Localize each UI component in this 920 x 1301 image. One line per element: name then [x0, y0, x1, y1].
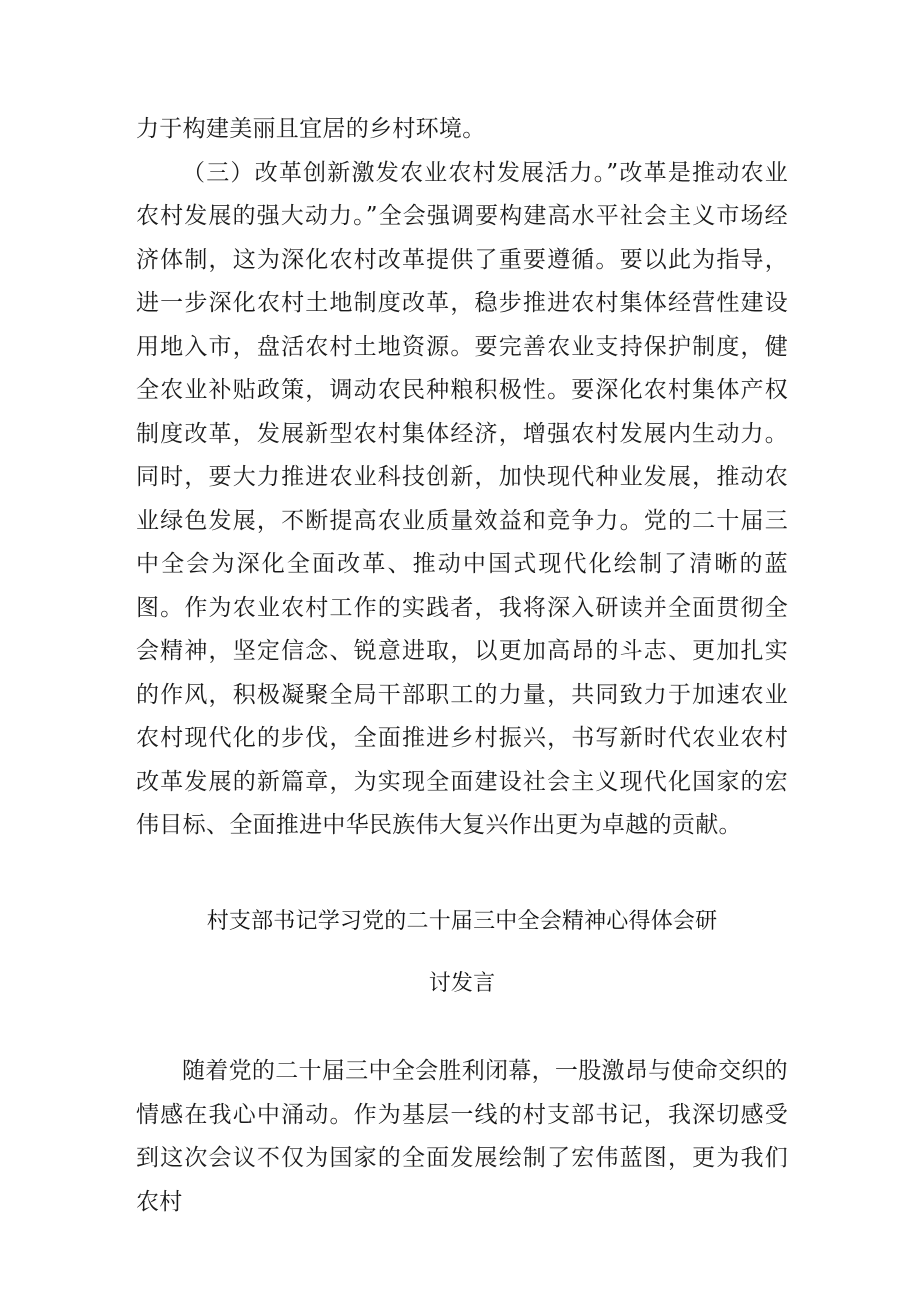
article-title-line-2: 讨发言 — [428, 971, 496, 996]
continuation-paragraph: 力于构建美丽且宜居的乡村环境。 — [136, 116, 486, 142]
text-section-top — [136, 108, 788, 848]
reform-paragraph: （三）改革创新激发农业农村发展活力。”改革是推动农业农村发展的强大动力。”全会强调要构建高水平社会主义市场经济体制，这为深化农村改革提供了重要遵循。要以此为指导，进一步深化农村土地制度改革，稳步推进农村集体经营性建设用地入市，盘活农村土地资源。要完善农业支持保护制度，健全农业补贴政策，调动农民种粮积极性。要深化农村集体产权制度改革，发展新型农村集体经济，增强农村发展内生动力。同时，要大力推进农业科技创新，加快现代种业发展，推动农业绿色发展，不断提高农业质量效益和竞争力。党的二十届三中全会为深化全面改革、推动中国式现代化绘制了清晰的蓝图。作为农业农村工作的实践者，我将深入研读并全面贯彻全会精神，坚定信念、锐意进取，以更加高昂的斗志、更加扎实的作风，积极凝聚全局干部职工的力量，共同致力于加速农业农村现代化的步伐，全面推进乡村振兴，书写新时代农业农村改革发展的新篇章，为实现全面建设社会主义现代化国家的宏伟目标、全面推进中华民族伟大复兴作出更为卓越的贡献。 — [136, 159, 788, 838]
text-section-bottom — [136, 1050, 788, 1224]
opening-paragraph: 随着党的二十届三中全会胜利闭幕，一股激昂与使命交织的情感在我心中涌动。作为基层一线的村支部书记，我深切感受到这次会议不仅为国家的全面发展绘制了宏伟蓝图，更为我们农村 — [136, 1058, 788, 1215]
article-title-line-1: 村支部书记学习党的二十届三中全会精神心得体会研 — [206, 909, 718, 934]
